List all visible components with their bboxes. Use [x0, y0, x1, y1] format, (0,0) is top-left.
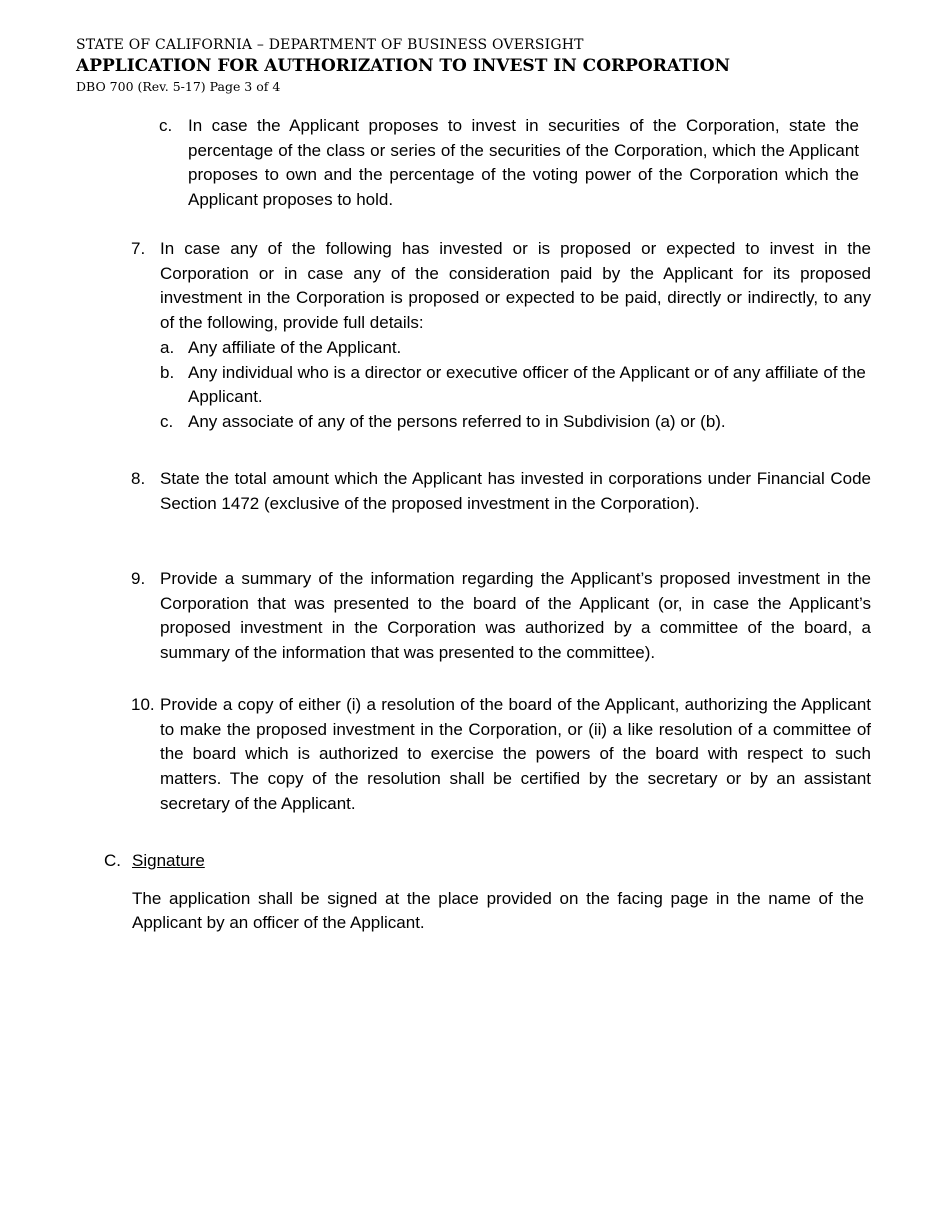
item-7-marker: 7. — [131, 239, 146, 258]
item-10-text: Provide a copy of either (i) a resolution of the board of the Applicant, authorizing the Applicant to make the proposed investment in the Corporation, or (ii) a like resolution of a committee of the board which is authorized to exercise the powers of the board with respect to such matters. The copy of the resolution shall be certified by the secretary or by an assistant secretary of the Applicant. — [160, 695, 871, 813]
list-item — [131, 336, 871, 361]
form-title: APPLICATION FOR AUTHORIZATION TO INVEST IN CORPORATION — [76, 56, 731, 76]
item-7c-marker: c. — [160, 411, 174, 431]
item-7-sublist — [131, 336, 871, 435]
item-10-marker: 10. — [131, 695, 155, 714]
agency-name: STATE OF CALIFORNIA – DEPARTMENT OF BUSINESS OVERSIGHT — [76, 37, 584, 53]
item-6c-text: In case the Applicant proposes to invest in securities of the Corporation, state the percentage of the class or series of the securities of the Corporation, which the Applicant proposes to own and the percentage of the voting power of the Corporation which the Applicant proposes to hold. — [188, 116, 859, 210]
list-item — [131, 410, 871, 435]
section-c-heading: Signature — [132, 851, 205, 870]
item-7a-text: Any affiliate of the Applicant. — [188, 337, 402, 357]
item-7-text: In case any of the following has invested or is proposed or expected to invest in the Corporation or in case any of the consideration paid by the Applicant for its proposed investment in the Corporation is proposed or expected to be paid, directly or indirectly, to any of the following, provide full details: — [160, 239, 871, 333]
item-8-marker: 8. — [131, 469, 146, 488]
section-c-signature — [104, 849, 864, 936]
item-8-text: State the total amount which the Applicant has invested in corporations under Financial Code Section 1472 (exclusive of the proposed investment in the Corporation). — [160, 469, 871, 513]
item-6c-marker: c. — [159, 116, 173, 135]
item-9-marker: 9. — [131, 569, 146, 588]
section-c-marker: C. — [104, 851, 121, 870]
item-9-text: Provide a summary of the information regarding the Applicant’s proposed investment in the Corporation that was presented to the board of the Applicant (or, in case the Applicant’s proposed investment in the Corporation was authorized by a committee of the board, a summary of the information that was presented to the committee). — [160, 569, 871, 663]
item-7a-marker: a. — [160, 337, 175, 357]
item-6c — [159, 114, 859, 213]
item-7 — [131, 237, 871, 435]
section-c-text: The application shall be signed at the place provided on the facing page in the name of the Applicant by an officer of the Applicant. — [132, 888, 864, 933]
item-7b-text: Any individual who is a director or executive officer of the Applicant or of any affiliate of the Applicant. — [188, 362, 866, 407]
item-10 — [131, 693, 871, 817]
list-item — [131, 361, 871, 410]
item-9 — [131, 567, 871, 666]
item-8 — [131, 467, 871, 516]
item-7c-text: Any associate of any of the persons referred to in Subdivision (a) or (b). — [188, 411, 726, 431]
item-7b-marker: b. — [160, 362, 175, 382]
page-header — [76, 36, 730, 95]
form-number-page: DBO 700 (Rev. 5-17) Page 3 of 4 — [76, 79, 281, 94]
